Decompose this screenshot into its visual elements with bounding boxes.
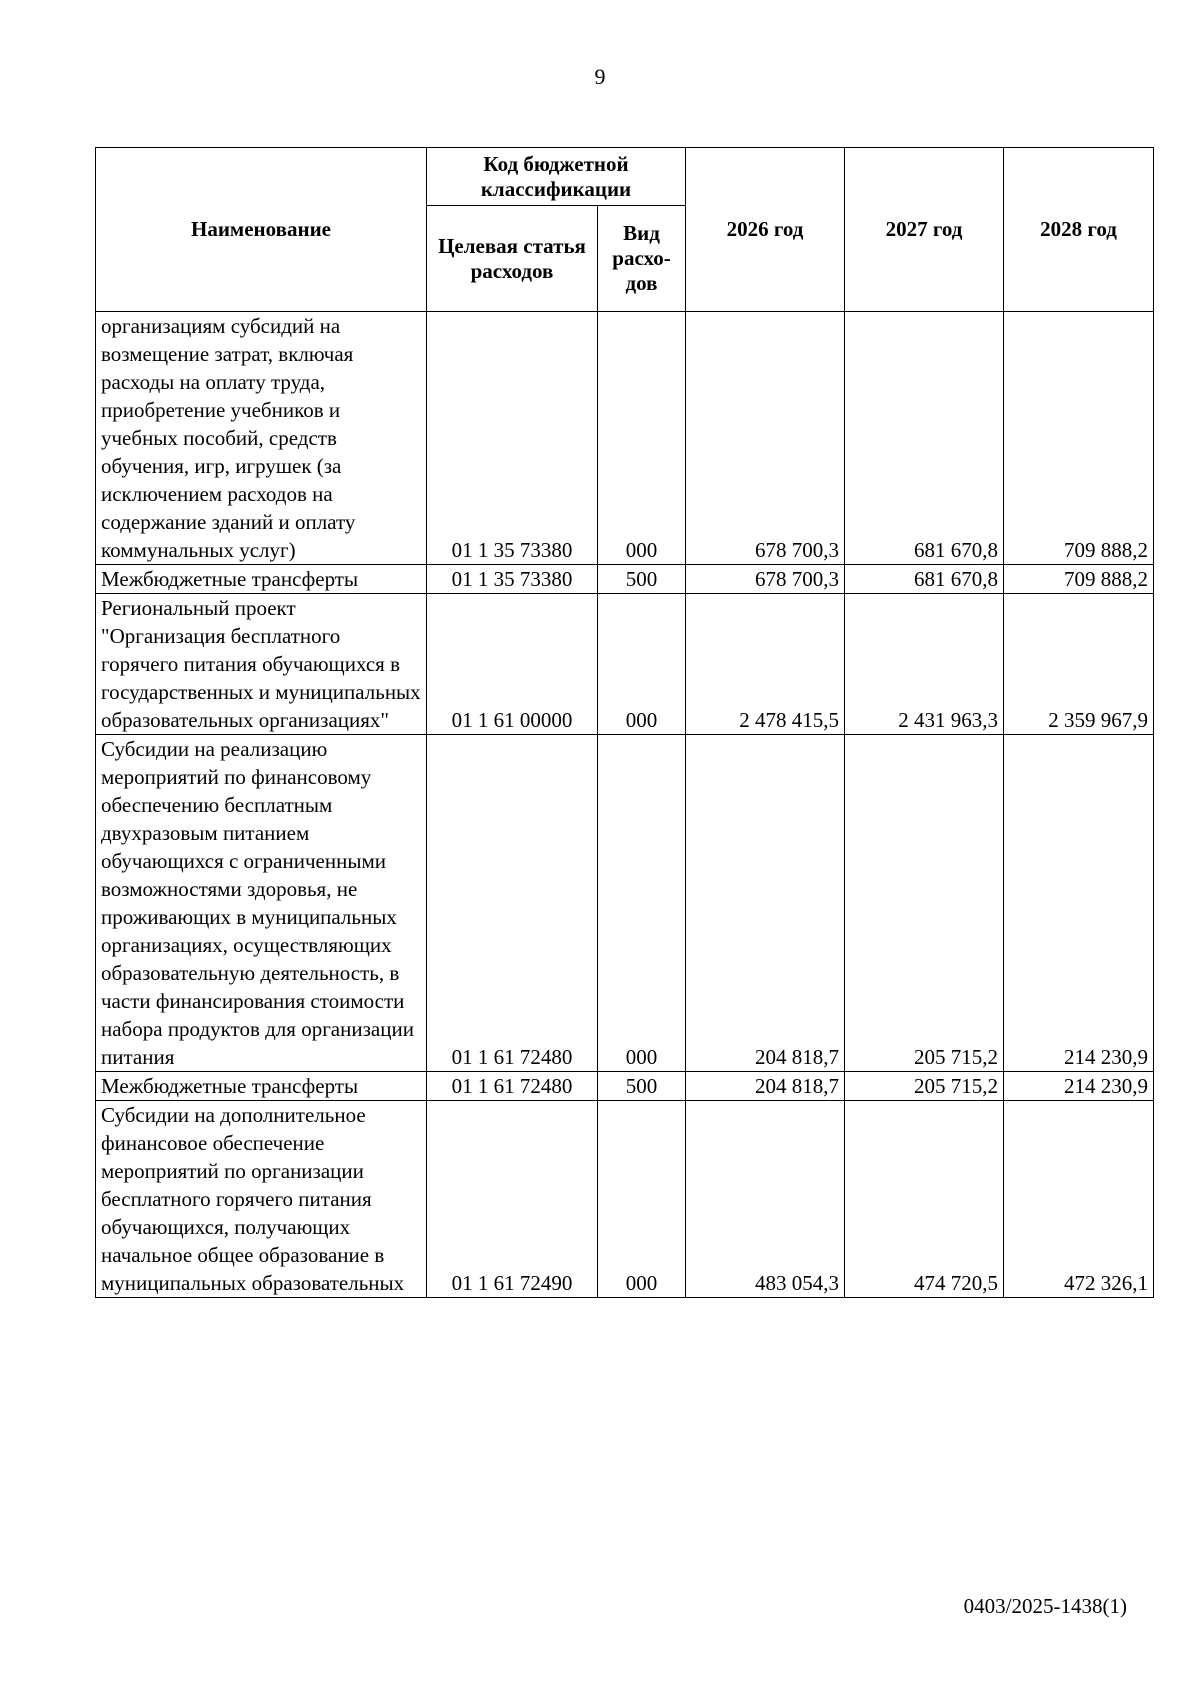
header-name: Наименование	[96, 148, 427, 312]
row-2026: 204 818,7	[686, 1072, 845, 1101]
header-2027: 2027 год	[845, 148, 1004, 312]
header-target-article: Целевая статья расходов	[427, 206, 598, 312]
row-vid: 000	[598, 594, 686, 735]
row-2028: 2 359 967,9	[1004, 594, 1154, 735]
table-row	[96, 1072, 1154, 1101]
row-code: 01 1 61 72480	[427, 1072, 598, 1101]
row-name: Межбюджетные трансферты	[96, 565, 427, 594]
row-2028: 472 326,1	[1004, 1101, 1154, 1298]
row-vid: 000	[598, 1101, 686, 1298]
header-kbk: Код бюджетной классификации	[427, 148, 686, 206]
budget-table	[95, 147, 1154, 1298]
row-vid: 000	[598, 735, 686, 1072]
row-vid: 500	[598, 565, 686, 594]
table-row	[96, 312, 1154, 565]
row-2028: 709 888,2	[1004, 565, 1154, 594]
table-row	[96, 1101, 1154, 1298]
row-2027: 474 720,5	[845, 1101, 1004, 1298]
header-2028: 2028 год	[1004, 148, 1154, 312]
row-2028: 214 230,9	[1004, 735, 1154, 1072]
row-2027: 205 715,2	[845, 735, 1004, 1072]
table-body	[96, 312, 1154, 1298]
row-2026: 678 700,3	[686, 312, 845, 565]
table-row	[96, 735, 1154, 1072]
table-row	[96, 565, 1154, 594]
document-code: 0403/2025-1438(1)	[963, 1594, 1127, 1618]
row-code: 01 1 35 73380	[427, 312, 598, 565]
row-2027: 681 670,8	[845, 312, 1004, 565]
row-vid: 000	[598, 312, 686, 565]
row-name: Межбюджетные трансферты	[96, 1072, 427, 1101]
page-number: 9	[594, 64, 606, 89]
row-name: организациям субсидий на возмещение затрат, включая расходы на оплату труда, приобретение учебников и учебных пособий, средств обучения, игр, игрушек (за исключением расходов на содержание зданий и оплату коммунальных услуг)	[96, 312, 427, 565]
header-2026: 2026 год	[686, 148, 845, 312]
row-2027: 205 715,2	[845, 1072, 1004, 1101]
row-2026: 483 054,3	[686, 1101, 845, 1298]
row-code: 01 1 35 73380	[427, 565, 598, 594]
row-name: Субсидии на дополнительное финансовое обеспечение мероприятий по организации бесплатного горячего питания обучающихся, получающих начальное общее образование в муниципальных образовательных	[96, 1101, 427, 1298]
row-2026: 2 478 415,5	[686, 594, 845, 735]
row-code: 01 1 61 72490	[427, 1101, 598, 1298]
row-2028: 709 888,2	[1004, 312, 1154, 565]
row-2028: 214 230,9	[1004, 1072, 1154, 1101]
row-vid: 500	[598, 1072, 686, 1101]
row-name: Субсидии на реализацию мероприятий по финансовому обеспечению бесплатным двухразовым питанием обучающихся с ограниченными возможностями здоровья, не проживающих в муниципальных организациях, осуществляющих образовательную деятельность, в части финансирования стоимости набора продуктов для организации питания	[96, 735, 427, 1072]
row-code: 01 1 61 00000	[427, 594, 598, 735]
row-2027: 2 431 963,3	[845, 594, 1004, 735]
header-expense-type: Вид расхо-дов	[598, 206, 686, 312]
row-code: 01 1 61 72480	[427, 735, 598, 1072]
row-2026: 678 700,3	[686, 565, 845, 594]
row-name: Региональный проект "Организация бесплатного горячего питания обучающихся в государственных и муниципальных образовательных организациях"	[96, 594, 427, 735]
table-header	[96, 148, 1154, 312]
row-2027: 681 670,8	[845, 565, 1004, 594]
row-2026: 204 818,7	[686, 735, 845, 1072]
table-row	[96, 594, 1154, 735]
